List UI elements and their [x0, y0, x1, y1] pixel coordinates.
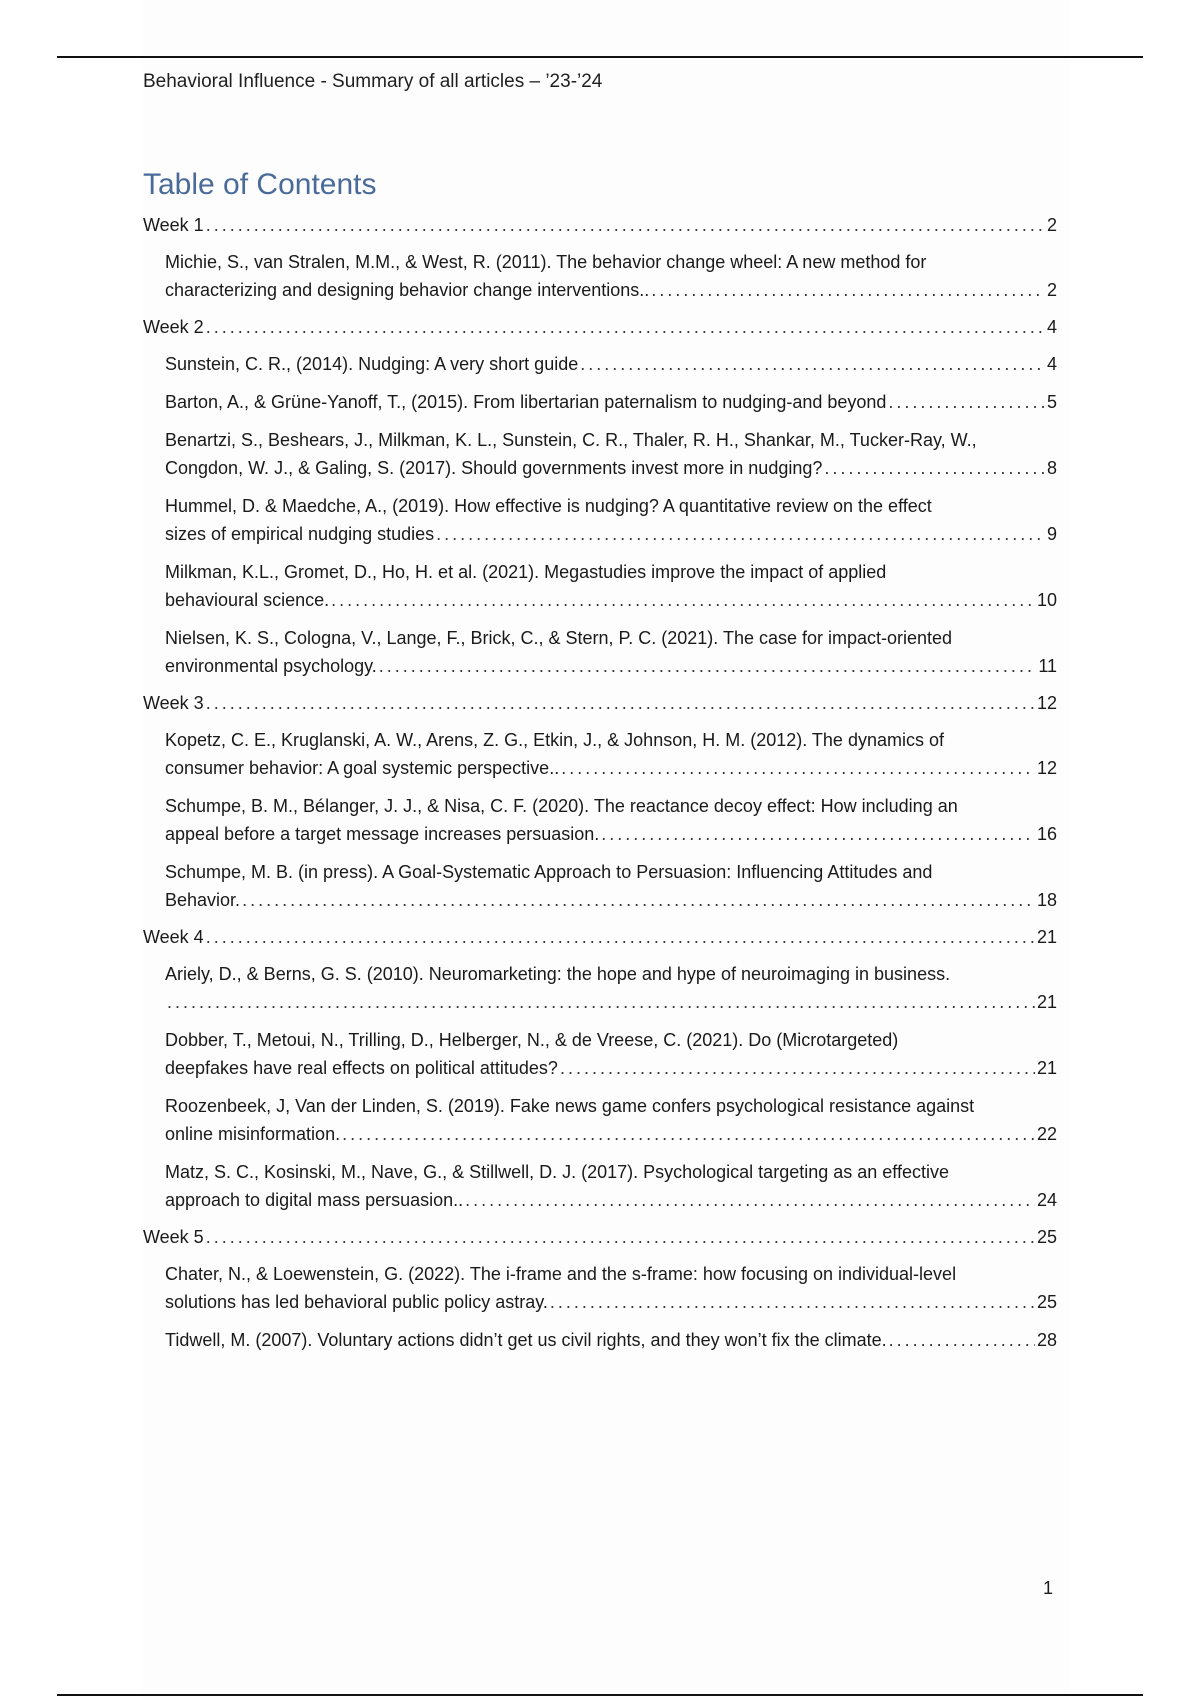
- toc-article-entry[interactable]: [165, 384, 1057, 422]
- dot-leader: [206, 923, 1035, 951]
- toc-entry-label: consumer behavior: A goal systemic perspective..: [165, 758, 560, 778]
- toc-entry-first-line: Ariely, D., & Berns, G. S. (2010). Neuromarketing: the hope and hype of neuroimaging in business.: [165, 964, 951, 984]
- toc-entry-first-line: Nielsen, K. S., Cologna, V., Lange, F., Brick, C., & Stern, P. C. (2021). The case for impact-oriented: [165, 628, 953, 648]
- toc-entry-leader-line: [165, 350, 1057, 378]
- toc-entry-leader-line: [165, 586, 1057, 614]
- toc-entry-leader-line: [165, 1054, 1057, 1082]
- toc-entry-label: solutions has led behavioral public policy astray.: [165, 1292, 548, 1312]
- toc-entry-first-line: Schumpe, B. M., Bélanger, J. J., & Nisa, C. F. (2020). The reactance decoy effect: How including an: [165, 796, 958, 816]
- toc-entry-first-line: Matz, S. C., Kosinski, M., Nave, G., & Stillwell, D. J. (2017). Psychological targeting as an effective: [165, 1162, 949, 1182]
- dot-leader: [561, 754, 1035, 782]
- toc-entry-label: Week 2: [143, 317, 204, 337]
- toc-article-entry[interactable]: [165, 1022, 1057, 1088]
- dot-leader: [550, 1288, 1035, 1316]
- dot-leader: [206, 689, 1035, 717]
- toc-article-entry[interactable]: [165, 1256, 1057, 1322]
- table-of-contents: [143, 208, 1057, 1360]
- toc-article-entry[interactable]: [165, 554, 1057, 620]
- toc-title: Table of Contents: [143, 168, 377, 201]
- toc-entry-label: Week 1: [143, 215, 204, 235]
- toc-entry-page: 8: [1046, 458, 1057, 478]
- toc-entry-leader-line: [165, 988, 1057, 1016]
- toc-entry-first-line: Kopetz, C. E., Kruglanski, A. W., Arens, Z. G., Etkin, J., & Johnson, H. M. (2012). The dynamics of: [165, 730, 944, 750]
- toc-entry-page: 25: [1036, 1227, 1057, 1247]
- toc-entry-label: Congdon, W. J., & Galing, S. (2017). Should governments invest more in nudging?: [165, 458, 823, 478]
- toc-entry-leader-line: [143, 1223, 1057, 1251]
- toc-entry-label: Week 4: [143, 927, 204, 947]
- toc-entry-page: 22: [1036, 1124, 1057, 1144]
- dot-leader: [560, 1054, 1035, 1082]
- bottom-rule: [57, 1694, 1143, 1696]
- toc-entry-page: 21: [1036, 992, 1057, 1012]
- toc-entry-label: sizes of empirical nudging studies: [165, 524, 435, 544]
- toc-article-entry[interactable]: [165, 346, 1057, 384]
- toc-entry-label: Barton, A., & Grüne-Yanoff, T., (2015). From libertarian paternalism to nudging-and beyond: [165, 392, 887, 412]
- toc-article-entry[interactable]: [165, 244, 1057, 310]
- dot-leader: [888, 388, 1045, 416]
- toc-entry-first-line: Milkman, K.L., Gromet, D., Ho, H. et al. (2021). Megastudies improve the impact of applied: [165, 562, 887, 582]
- toc-entry-page: 9: [1046, 524, 1057, 544]
- toc-entry-leader-line: [143, 211, 1057, 239]
- toc-entry-leader-line: [165, 1326, 1057, 1354]
- dot-leader: [206, 1223, 1035, 1251]
- toc-entry-first-line: Dobber, T., Metoui, N., Trilling, D., Helberger, N., & de Vreese, C. (2021). Do (Microtargeted): [165, 1030, 899, 1050]
- toc-entry-leader-line: [165, 1186, 1057, 1214]
- toc-entry-page: 24: [1036, 1190, 1057, 1210]
- dot-leader: [206, 313, 1045, 341]
- dot-leader: [889, 1326, 1035, 1354]
- toc-entry-leader-line: [143, 313, 1057, 341]
- dot-leader: [242, 886, 1035, 914]
- toc-entry-first-line: Roozenbeek, J, Van der Linden, S. (2019). Fake news game confers psychological resistance against: [165, 1096, 975, 1116]
- toc-entry-leader-line: [143, 923, 1057, 951]
- dot-leader: [436, 520, 1045, 548]
- running-header: Behavioral Influence - Summary of all articles – ’23-’24: [143, 71, 603, 92]
- toc-entry-page: 21: [1036, 927, 1057, 947]
- toc-entry-page: 4: [1046, 317, 1057, 337]
- page-number: 1: [1043, 1578, 1054, 1598]
- toc-entry-leader-line: [165, 886, 1057, 914]
- toc-week-entry[interactable]: [143, 1220, 1057, 1256]
- toc-entry-leader-line: [165, 754, 1057, 782]
- toc-entry-first-line: Schumpe, M. B. (in press). A Goal-Systematic Approach to Persuasion: Influencing Attitudes and: [165, 862, 933, 882]
- toc-week-entry[interactable]: [143, 686, 1057, 722]
- toc-entry-leader-line: [165, 276, 1057, 304]
- toc-entry-first-line: Chater, N., & Loewenstein, G. (2022). The i-frame and the s-frame: how focusing on individual-level: [165, 1264, 957, 1284]
- toc-entry-label: characterizing and designing behavior change interventions..: [165, 280, 650, 300]
- toc-entry-first-line: Benartzi, S., Beshears, J., Milkman, K. L., Sunstein, C. R., Thaler, R. H., Shankar, M., Tucker-Ray, W.,: [165, 430, 977, 450]
- toc-entry-label: environmental psychology.: [165, 656, 377, 676]
- toc-entry-leader-line: [165, 1288, 1057, 1316]
- toc-entry-page: 25: [1036, 1292, 1057, 1312]
- toc-article-entry[interactable]: [165, 854, 1057, 920]
- toc-entry-label: deepfakes have real effects on political attitudes?: [165, 1058, 558, 1078]
- toc-entry-leader-line: [165, 388, 1057, 416]
- toc-entry-label: online misinformation.: [165, 1124, 341, 1144]
- toc-entry-label: Week 5: [143, 1227, 204, 1247]
- toc-entry-label: Week 3: [143, 693, 204, 713]
- dot-leader: [651, 276, 1045, 304]
- toc-article-entry[interactable]: [165, 1154, 1057, 1220]
- toc-entry-label: approach to digital mass persuasion..: [165, 1190, 464, 1210]
- toc-entry-label: appeal before a target message increases persuasion.: [165, 824, 600, 844]
- toc-entry-page: 10: [1036, 590, 1057, 610]
- dot-leader: [601, 820, 1035, 848]
- toc-article-entry[interactable]: [165, 422, 1057, 488]
- dot-leader: [206, 211, 1045, 239]
- dot-leader: [342, 1120, 1035, 1148]
- toc-entry-leader-line: [165, 454, 1057, 482]
- toc-entry-first-line: Hummel, D. & Maedche, A., (2019). How effective is nudging? A quantitative review on the effect: [165, 496, 932, 516]
- toc-entry-page: 2: [1046, 280, 1057, 300]
- toc-article-entry[interactable]: [165, 722, 1057, 788]
- toc-entry-page: 2: [1046, 215, 1057, 235]
- dot-leader: [580, 350, 1045, 378]
- dot-leader: [824, 454, 1045, 482]
- toc-entry-label: Behavior.: [165, 890, 241, 910]
- toc-entry-page: 16: [1036, 824, 1057, 844]
- toc-entry-page: 5: [1046, 392, 1057, 412]
- toc-entry-page: 12: [1036, 693, 1057, 713]
- toc-entry-leader-line: [165, 820, 1057, 848]
- toc-week-entry[interactable]: [143, 310, 1057, 346]
- dot-leader: [167, 988, 1035, 1016]
- toc-entry-leader-line: [165, 1120, 1057, 1148]
- toc-week-entry[interactable]: [143, 920, 1057, 956]
- toc-article-entry[interactable]: [165, 956, 1057, 1022]
- top-rule: [57, 56, 1143, 58]
- toc-entry-page: 4: [1046, 354, 1057, 374]
- toc-entry-leader-line: [165, 520, 1057, 548]
- dot-leader: [331, 586, 1035, 614]
- toc-article-entry[interactable]: [165, 620, 1057, 686]
- toc-entry-page: 28: [1036, 1330, 1057, 1350]
- toc-entry-label: behavioural science.: [165, 590, 330, 610]
- dot-leader: [379, 652, 1037, 680]
- toc-article-entry[interactable]: [165, 788, 1057, 854]
- toc-article-entry[interactable]: [165, 488, 1057, 554]
- toc-entry-page: 12: [1036, 758, 1057, 778]
- toc-entry-first-line: Michie, S., van Stralen, M.M., & West, R. (2011). The behavior change wheel: A new method for: [165, 252, 927, 272]
- dot-leader: [465, 1186, 1035, 1214]
- toc-entry-label: Sunstein, C. R., (2014). Nudging: A very short guide: [165, 354, 579, 374]
- toc-entry-page: 21: [1036, 1058, 1057, 1078]
- toc-week-entry[interactable]: [143, 208, 1057, 244]
- toc-article-entry[interactable]: [165, 1088, 1057, 1154]
- toc-entry-page: 11: [1038, 656, 1057, 676]
- toc-entry-label: Tidwell, M. (2007). Voluntary actions didn’t get us civil rights, and they won’t fix the climate.: [165, 1330, 887, 1350]
- toc-article-entry[interactable]: [165, 1322, 1057, 1360]
- toc-entry-leader-line: [143, 689, 1057, 717]
- toc-entry-page: 18: [1036, 890, 1057, 910]
- toc-entry-leader-line: [165, 652, 1057, 680]
